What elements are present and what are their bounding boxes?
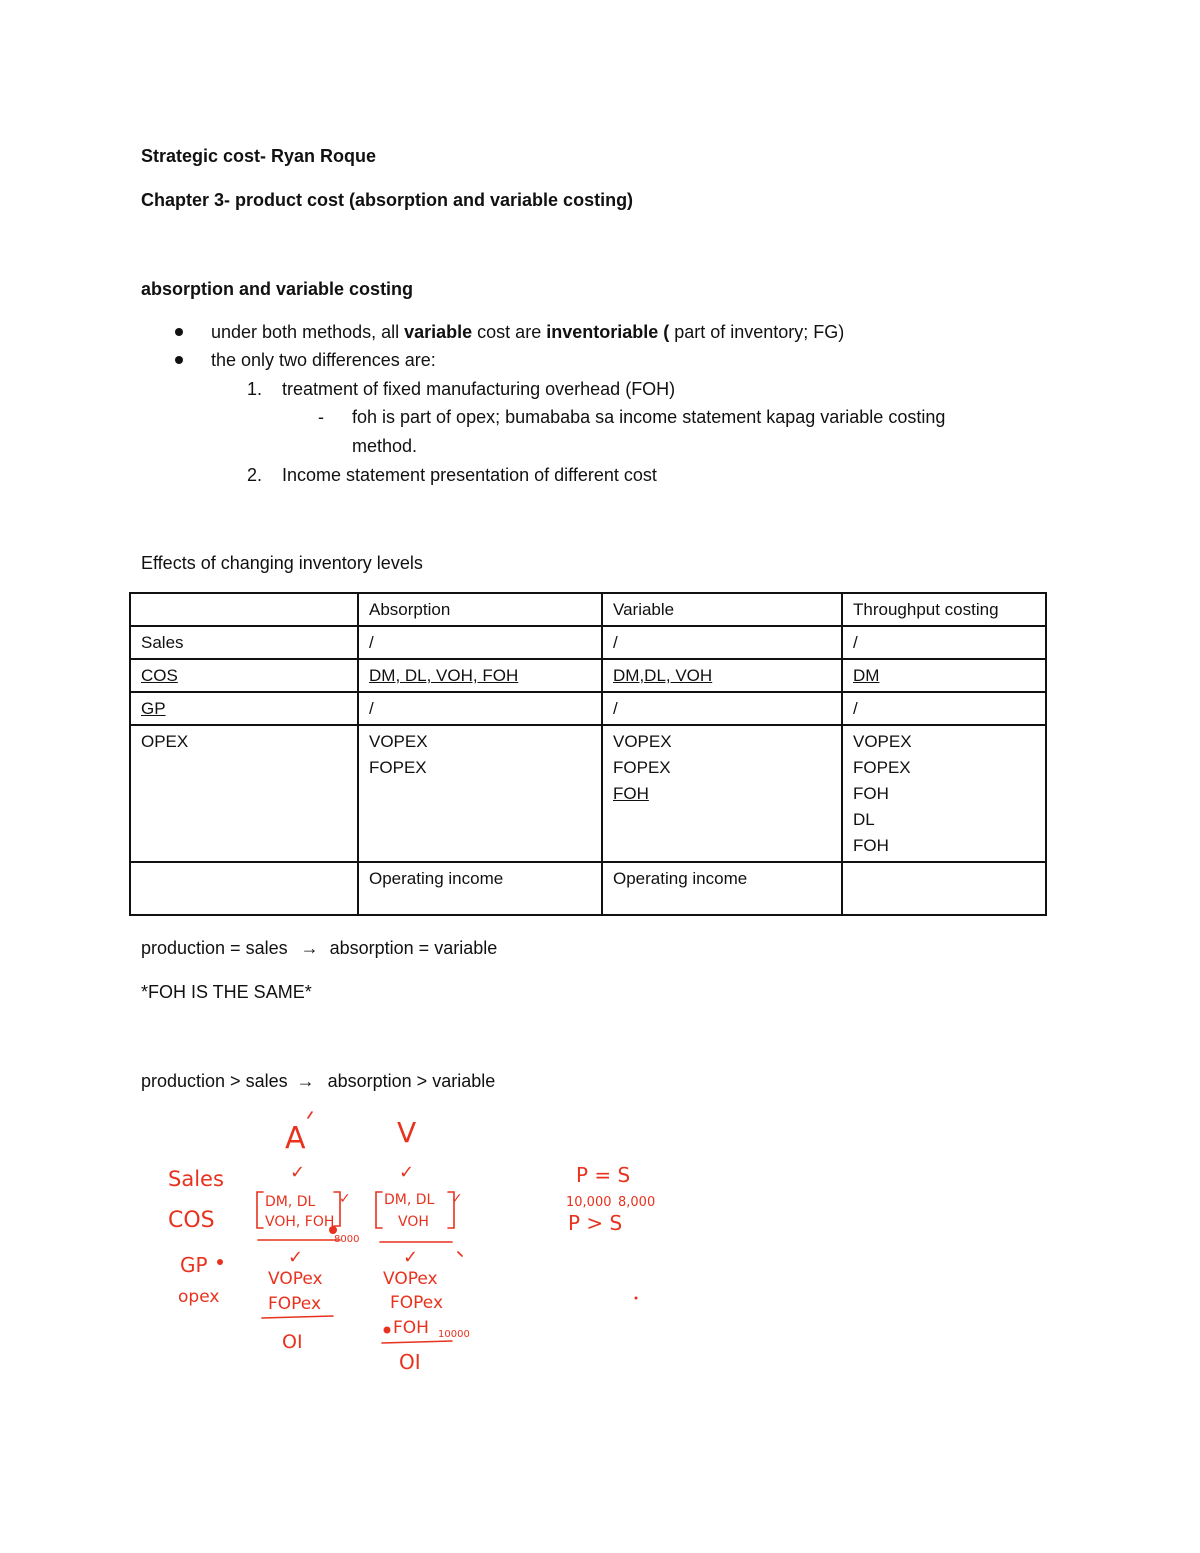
dash-marker: - (318, 407, 324, 427)
ink-dot (384, 1327, 391, 1334)
table-header-variable: Variable (602, 593, 842, 626)
opex-item: FOPEX (369, 758, 427, 777)
opex-item: FOH (853, 784, 889, 803)
hw-variable-head: V (397, 1116, 417, 1149)
hw-v-fopex: FOPex (390, 1293, 444, 1313)
gp-label: GP (141, 699, 166, 718)
bracket-shape (257, 1192, 263, 1228)
ink-dot (635, 1297, 638, 1300)
opex-item: FOH (853, 836, 889, 855)
hw-p-equals-s: P = S (576, 1163, 631, 1187)
check-icon: ✓ (451, 1191, 463, 1207)
table-cell: / (602, 626, 842, 659)
table-cell: OPEX (130, 725, 358, 862)
list-item-presentation: Income statement presentation of different cost (282, 465, 657, 485)
note-foh-same: *FOH IS THE SAME* (141, 982, 312, 1002)
bullet-text: under both methods, all (211, 322, 405, 342)
hw-a-fopex: FOPex (268, 1294, 322, 1314)
hw-absorption-head: A (285, 1121, 306, 1156)
section-heading-inventory: Effects of changing inventory levels (141, 553, 423, 573)
hw-v-vopex: VOPex (383, 1269, 438, 1289)
table-header-absorption: Absorption (358, 593, 602, 626)
opex-item: VOPEX (853, 732, 912, 751)
hw-a-oi: OI (282, 1331, 303, 1353)
cos-label: COS (141, 666, 178, 685)
hw-row-sales: Sales (168, 1167, 224, 1191)
list-number: 1. (247, 379, 263, 399)
opex-item: FOH (613, 784, 649, 803)
note-text: absorption > variable (327, 1071, 496, 1091)
table-cell: / (842, 692, 1046, 725)
check-icon: ✓ (288, 1247, 304, 1268)
chapter-title: Chapter 3- product cost (absorption and variable costing) (141, 190, 634, 210)
note-text: production > sales (141, 1071, 288, 1091)
bullet-differences: the only two differences are: (211, 350, 436, 370)
cos-absorption: DM, DL, VOH, FOH (369, 666, 519, 685)
cos-variable: DM,DL, VOH (613, 666, 713, 685)
ink-mark (458, 1252, 462, 1256)
table-cell: / (602, 692, 842, 725)
note-text: production = sales (141, 938, 288, 958)
table-cell: Operating income (602, 862, 842, 915)
hw-a-vopex: VOPex (268, 1269, 323, 1289)
cos-throughput: DM (853, 666, 880, 685)
bullet-text: part of inventory; FG) (669, 322, 845, 342)
section-heading-costing: absorption and variable costing (141, 279, 414, 299)
table-cell: / (358, 692, 602, 725)
table-cell: / (358, 626, 602, 659)
table-header-throughput: Throughput costing (842, 593, 1046, 626)
check-icon: ✓ (339, 1191, 351, 1207)
opex-item: DL (853, 810, 875, 829)
hw-v-cos-line1: DM, DL (384, 1192, 435, 1208)
hw-sales-amount: 8,000 (618, 1195, 656, 1210)
hw-v-oi: OI (399, 1350, 421, 1374)
table-cell: / (842, 626, 1046, 659)
hw-row-opex: opex (178, 1287, 220, 1307)
opex-item: VOPEX (369, 732, 428, 751)
hw-row-gp: GP (180, 1253, 208, 1277)
check-icon: ✓ (399, 1162, 415, 1183)
hw-v-foh: FOH (393, 1318, 429, 1338)
sub-item-line1: foh is part of opex; bumababa sa income statement kapag variable costing (352, 407, 946, 427)
note-text: absorption = variable (329, 938, 498, 958)
hw-a-cos-line1: DM, DL (265, 1194, 316, 1210)
hw-a-cos-line2: VOH, FOH (265, 1214, 335, 1230)
hw-p-greater-s: P > S (568, 1211, 623, 1235)
list-item-foh: treatment of fixed manufacturing overhead (FOH) (282, 379, 676, 399)
hw-v-cos-line2: VOH (398, 1214, 429, 1230)
arrow-icon: → (300, 938, 319, 958)
opex-item: FOPEX (853, 758, 911, 777)
table-cell: Operating income (358, 862, 602, 915)
bullet-bold-text: inventoriable ( (546, 322, 670, 342)
bullet-text: cost are (472, 322, 547, 342)
check-icon: ✓ (403, 1247, 419, 1268)
hw-a-cos-amount: 8000 (334, 1234, 360, 1245)
hw-production-amount: 10,000 (566, 1195, 612, 1210)
sub-item-line2: method. (352, 436, 418, 456)
bracket-shape (376, 1192, 382, 1228)
hw-row-cos: COS (168, 1208, 215, 1233)
list-number: 2. (247, 465, 263, 485)
check-icon: ✓ (290, 1162, 306, 1183)
arrow-icon: → (296, 1071, 315, 1091)
hw-v-foh-amount: 10000 (438, 1329, 470, 1340)
opex-item: VOPEX (613, 732, 672, 751)
document-title: Strategic cost- Ryan Roque (141, 146, 377, 166)
underline-shape (382, 1341, 452, 1343)
opex-item: FOPEX (613, 758, 671, 777)
ink-mark (308, 1112, 312, 1118)
bullet-bold-text: variable (404, 322, 473, 342)
ink-dot (217, 1259, 223, 1265)
table-cell: Sales (130, 626, 358, 659)
underline-shape (262, 1316, 333, 1318)
